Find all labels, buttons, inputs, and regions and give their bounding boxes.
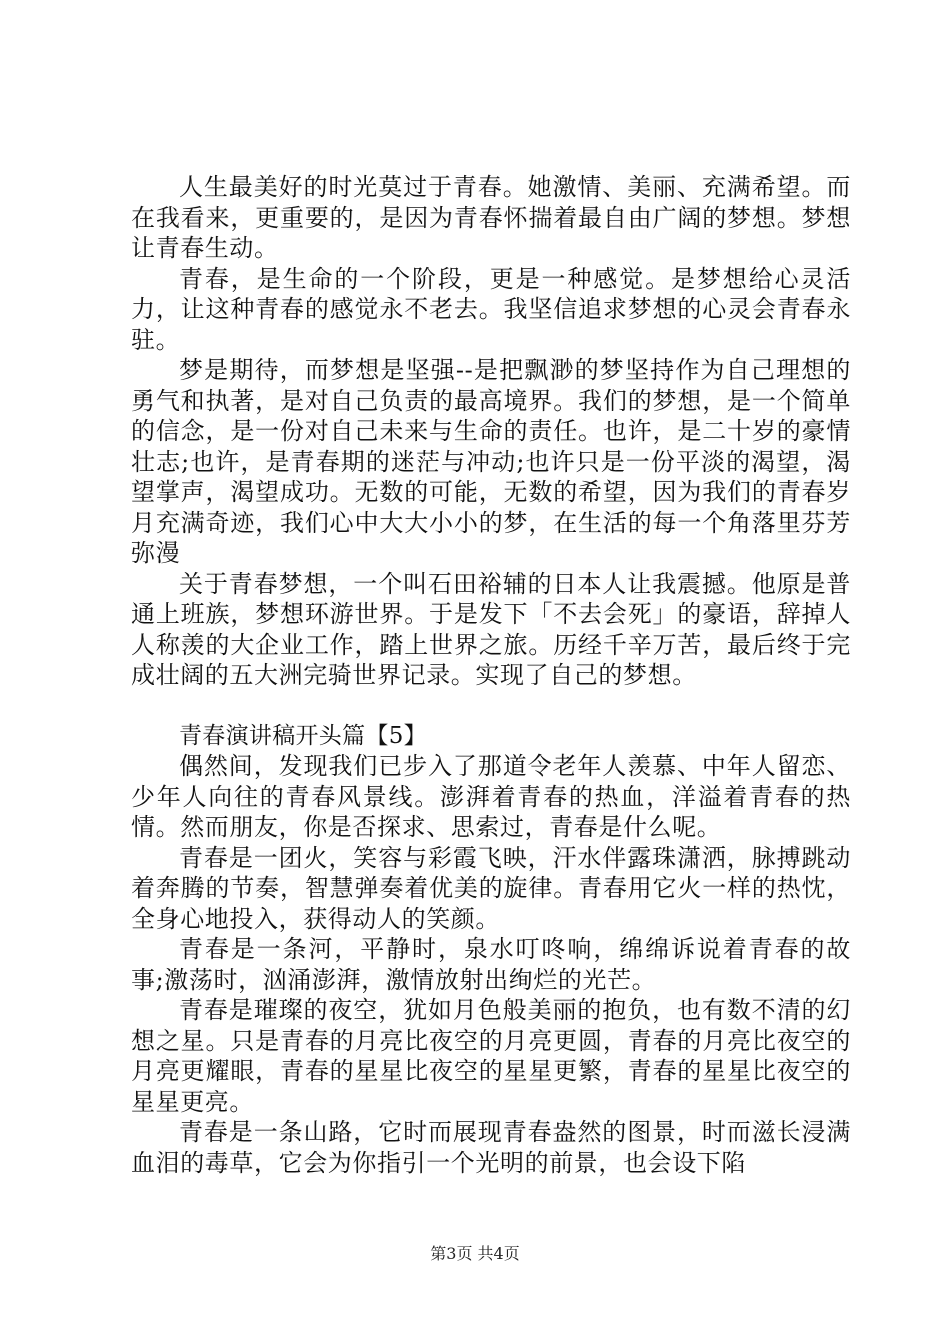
paragraph: 关于青春梦想，一个叫石田裕辅的日本人让我震撼。他原是普通上班族，梦想环游世界。于是发下「不去会死」的豪语，辞掉人人称羡的大企业工作，踏上世界之旅。历经千辛万苦，最后终于完成壮阔的五大洲完骑世界记录。实现了自己的梦想。 <box>131 569 851 689</box>
paragraph: 梦是期待，而梦想是坚强--是把飘渺的梦坚持作为自己理想的勇气和执著，是对自己负责的最高境界。我们的梦想，是一个简单的信念，是一份对自己未来与生命的责任。也许，是二十岁的豪情壮志;也许，是青春期的迷茫与冲动;也许只是一份平淡的渴望，渴望掌声，渴望成功。无数的可能，无数的希望，因为我们的青春岁月充满奇迹，我们心中大大小小的梦，在生活的每一个角落里芬芳弥漫 <box>131 356 851 567</box>
document-body <box>131 172 851 1178</box>
section-spacer <box>131 691 851 721</box>
page-number-footer: 第3页 共4页 <box>430 1244 520 1263</box>
paragraph: 青春是璀璨的夜空，犹如月色般美丽的抱负，也有数不清的幻想之星。只是青春的月亮比夜空的月亮更圆，青春的月亮比夜空的月亮更耀眼，青春的星星比夜空的星星更繁，青春的星星比夜空的星星更亮。 <box>131 996 851 1116</box>
paragraph: 青春是一团火，笑容与彩霞飞映，汗水伴露珠潇洒，脉搏跳动着奔腾的节奏，智慧弹奏着优美的旋律。青春用它火一样的热忱，全身心地投入，获得动人的笑颜。 <box>131 843 851 933</box>
paragraph: 青春，是生命的一个阶段，更是一种感觉。是梦想给心灵活力，让这种青春的感觉永不老去。我坚信追求梦想的心灵会青春永驻。 <box>131 264 851 354</box>
paragraph: 偶然间，发现我们已步入了那道令老年人羡慕、中年人留恋、少年人向往的青春风景线。澎湃着青春的热血，洋溢着青春的热情。然而朋友，你是否探求、思索过，青春是什么呢。 <box>131 752 851 841</box>
paragraph: 青春是一条山路，它时而展现青春盎然的图景，时而滋长浸满血泪的毒草，它会为你指引一个光明的前景，也会设下陷 <box>131 1118 851 1177</box>
paragraph: 青春是一条河，平静时，泉水叮咚响，绵绵诉说着青春的故事;激荡时，汹涌澎湃，激情放射出绚烂的光芒。 <box>131 935 851 994</box>
paragraph: 人生最美好的时光莫过于青春。她激情、美丽、充满希望。而在我看来，更重要的，是因为青春怀揣着最自由广阔的梦想。梦想让青春生动。 <box>131 173 851 262</box>
section-heading: 青春演讲稿开头篇【5】 <box>179 722 427 749</box>
